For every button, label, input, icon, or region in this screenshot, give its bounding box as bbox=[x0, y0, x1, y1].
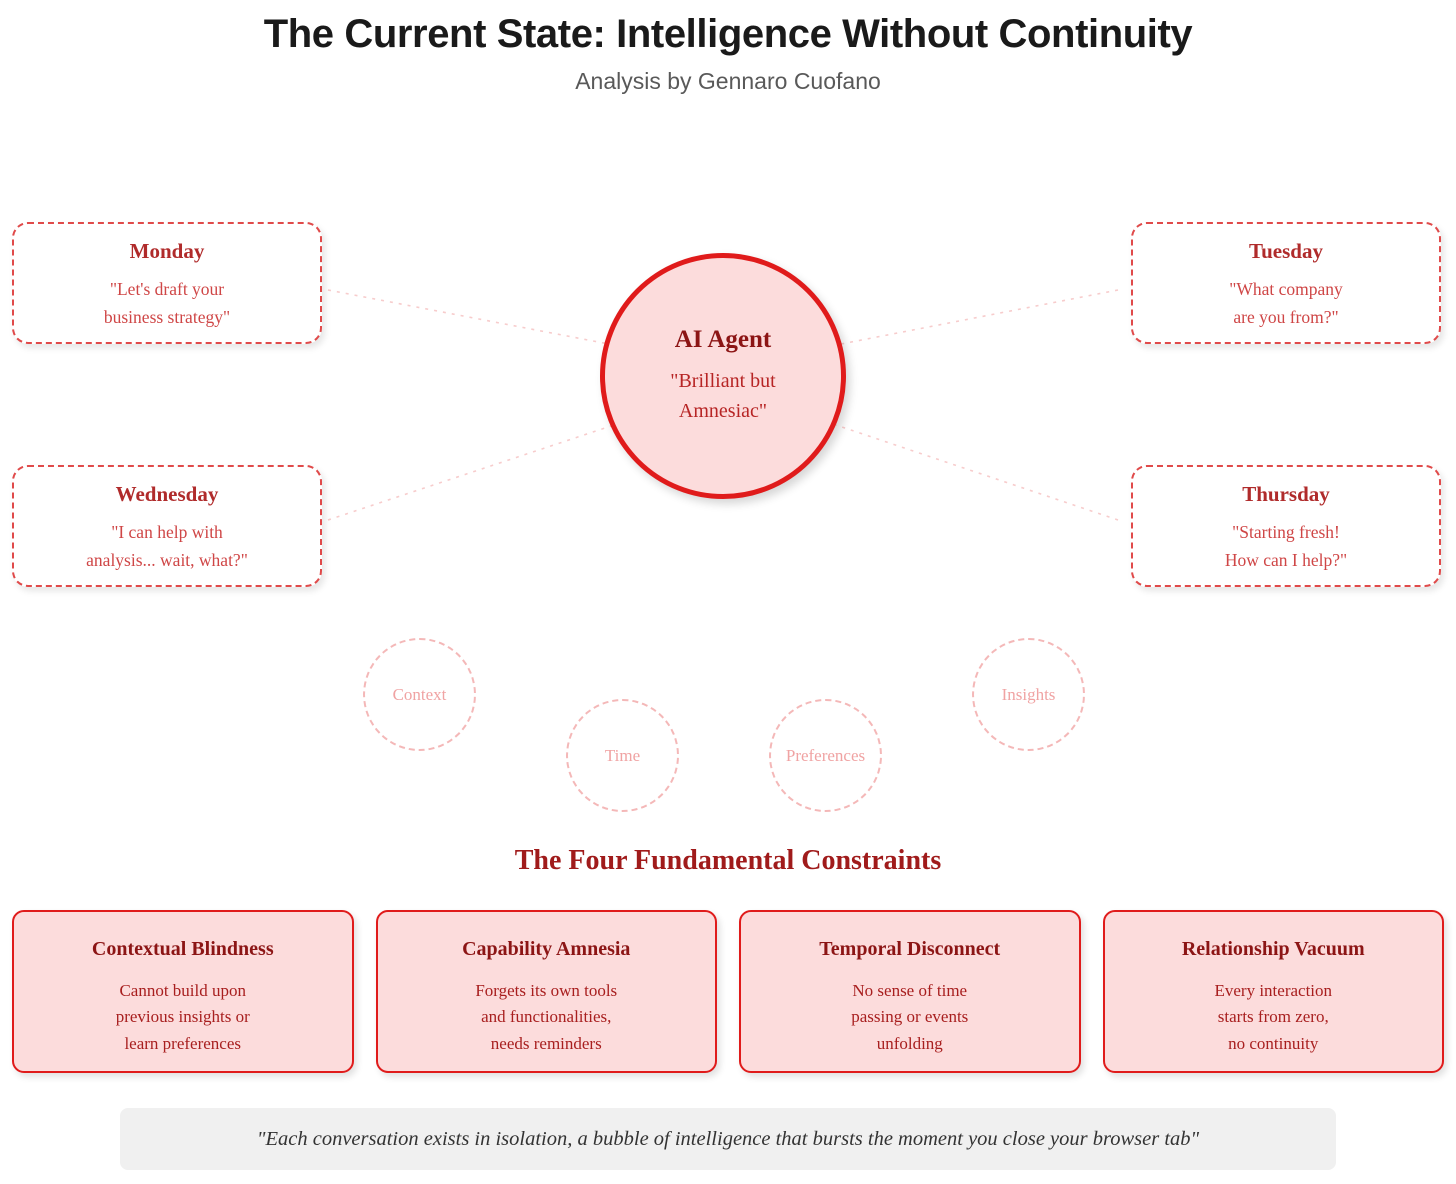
day-card-title: Monday bbox=[129, 239, 205, 264]
constraint-card-line3: learn preferences bbox=[124, 1033, 242, 1053]
footer-quote: "Each conversation exists in isolation, a bubble of intelligence that bursts the moment you close your browser tab" bbox=[120, 1108, 1336, 1170]
constraint-card-line2: passing or events bbox=[851, 1007, 969, 1027]
constraint-card-temporal-disconnect[interactable] bbox=[739, 910, 1081, 1073]
ghost-bubble-preferences bbox=[769, 699, 882, 812]
day-card-quote-line2: analysis... wait, what?" bbox=[86, 549, 248, 570]
ghost-bubble-label: Context bbox=[392, 684, 447, 704]
ai-agent-title: AI Agent bbox=[674, 326, 772, 353]
constraint-card-line2: starts from zero, bbox=[1217, 1007, 1329, 1027]
ghost-bubble-time bbox=[566, 699, 679, 812]
constraints-row bbox=[12, 910, 1444, 1073]
ghost-bubble-label: Insights bbox=[1001, 684, 1056, 704]
day-card-monday[interactable] bbox=[12, 222, 322, 344]
constraints-heading: The Four Fundamental Constraints bbox=[514, 845, 942, 876]
constraint-card-capability-amnesia[interactable] bbox=[376, 910, 718, 1073]
day-card-quote-line1: "Starting fresh! bbox=[1232, 522, 1340, 543]
ai-agent-subtitle-line2: Amnesiac" bbox=[678, 400, 768, 422]
ghost-bubble-insights bbox=[972, 638, 1085, 751]
constraint-card-relationship-vacuum[interactable] bbox=[1103, 910, 1445, 1073]
ai-agent-node[interactable] bbox=[600, 253, 846, 499]
constraint-card-line1: Cannot build upon bbox=[119, 981, 247, 1000]
day-card-quote-line2: business strategy" bbox=[103, 306, 231, 327]
constraint-card-title: Temporal Disconnect bbox=[819, 938, 1001, 960]
connector-wednesday bbox=[328, 425, 614, 520]
day-card-title: Thursday bbox=[1242, 482, 1330, 507]
day-card-quote-line1: "I can help with bbox=[111, 522, 223, 543]
constraint-card-line1: Every interaction bbox=[1214, 981, 1333, 1000]
constraint-card-line2: previous insights or bbox=[115, 1007, 250, 1027]
day-card-title: Tuesday bbox=[1249, 239, 1323, 264]
day-card-quote-line1: "Let's draft your bbox=[109, 279, 225, 300]
connector-monday bbox=[328, 290, 614, 345]
page-title: The Current State: Intelligence Without Continuity bbox=[263, 12, 1193, 56]
day-card-title: Wednesday bbox=[115, 482, 219, 507]
day-card-thursday[interactable] bbox=[1131, 465, 1441, 587]
constraint-card-line2: and functionalities, bbox=[481, 1007, 612, 1027]
constraint-card-title: Capability Amnesia bbox=[462, 938, 631, 960]
day-card-tuesday[interactable] bbox=[1131, 222, 1441, 344]
constraint-card-title: Contextual Blindness bbox=[91, 938, 274, 960]
ghost-bubble-context bbox=[363, 638, 476, 751]
constraint-card-line1: No sense of time bbox=[852, 981, 968, 1000]
ghost-bubble-label: Preferences bbox=[785, 745, 866, 765]
day-card-quote-line2: are you from?" bbox=[1233, 306, 1339, 327]
constraint-card-line3: unfolding bbox=[876, 1033, 943, 1053]
constraint-card-title: Relationship Vacuum bbox=[1181, 938, 1365, 960]
connector-tuesday bbox=[836, 290, 1118, 345]
constraint-card-line3: no continuity bbox=[1228, 1033, 1319, 1053]
day-card-wednesday[interactable] bbox=[12, 465, 322, 587]
constraint-card-line3: needs reminders bbox=[490, 1033, 602, 1053]
constraint-card-contextual-blindness[interactable] bbox=[12, 910, 354, 1073]
ghost-bubble-label: Time bbox=[604, 745, 641, 765]
day-card-quote-line2: How can I help?" bbox=[1224, 549, 1348, 570]
constraint-card-line1: Forgets its own tools bbox=[475, 981, 618, 1000]
page-subtitle: Analysis by Gennaro Cuofano bbox=[575, 68, 881, 94]
connector-thursday bbox=[836, 425, 1118, 520]
ai-agent-subtitle-line1: "Brilliant but bbox=[670, 370, 776, 392]
day-card-quote-line1: "What company bbox=[1229, 279, 1343, 300]
